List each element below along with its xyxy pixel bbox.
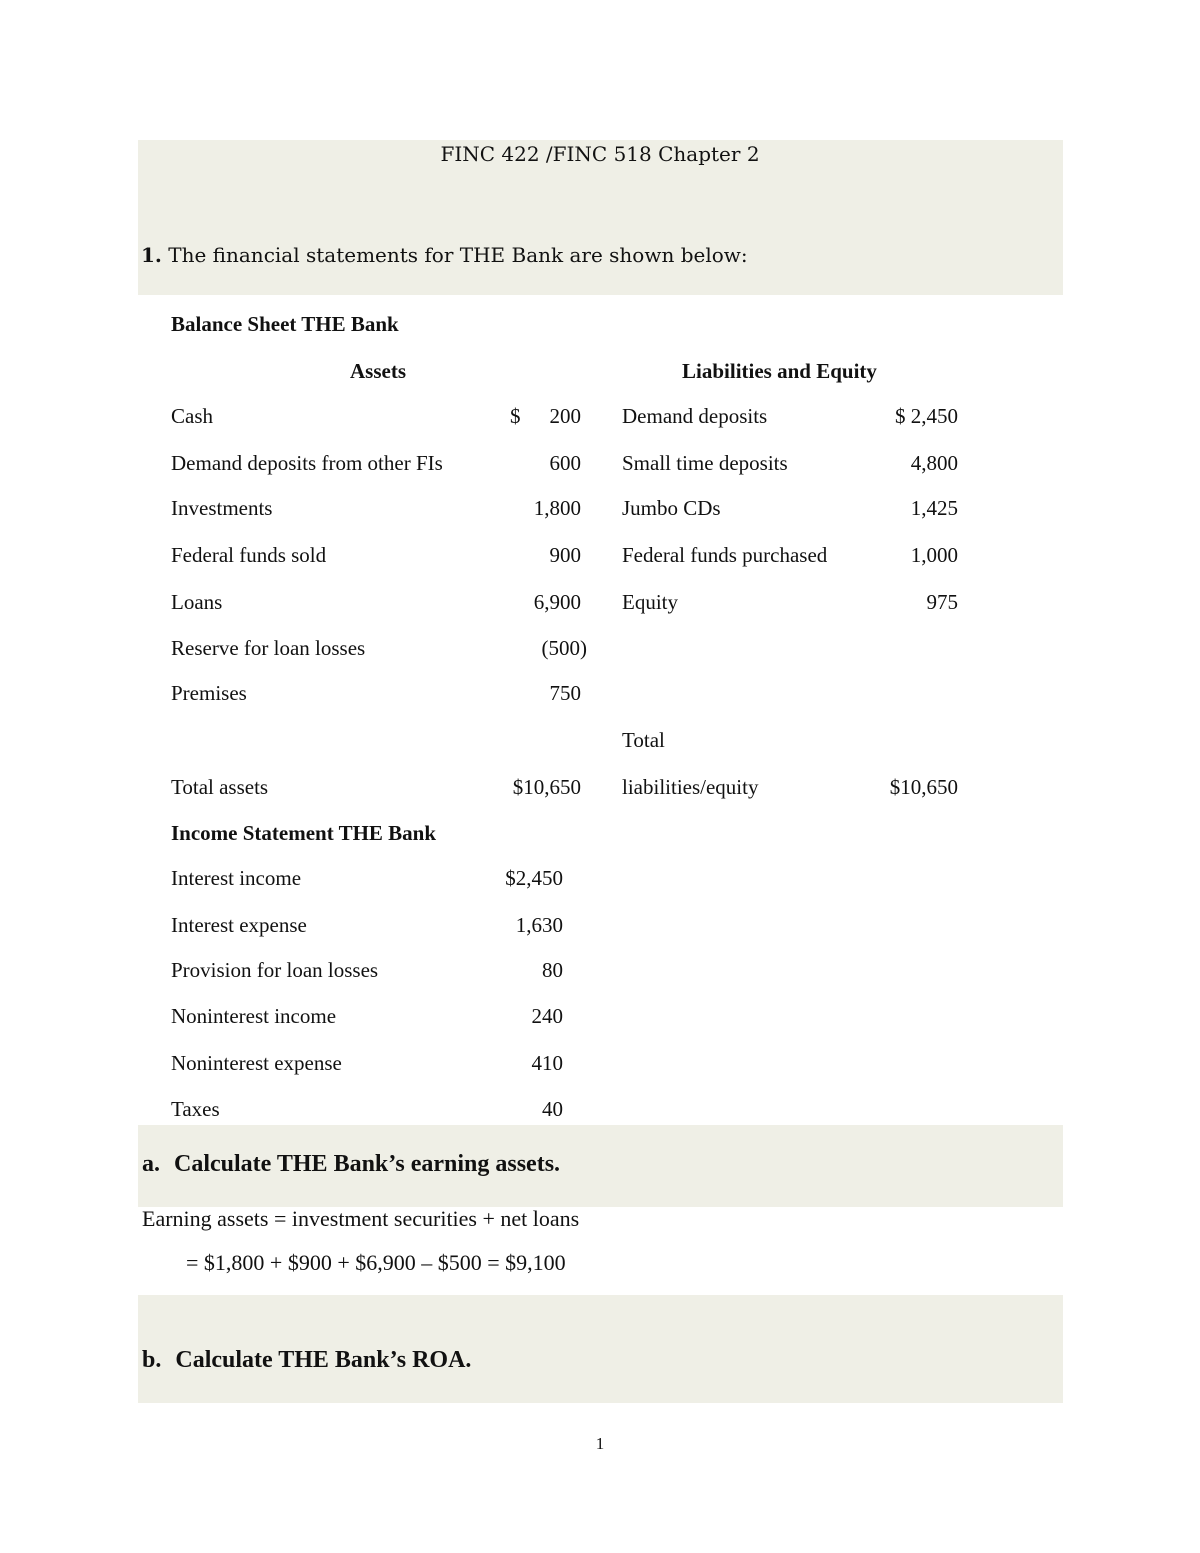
part-b-question [142,1347,471,1374]
liability-label: Jumbo CDs [622,496,721,520]
income-label: Interest income [171,866,302,890]
question-1 [141,243,748,267]
total-liabilities-value: $10,650 [889,775,958,799]
income-value: 40 [542,1097,563,1121]
income-value: 240 [531,1004,563,1028]
part-b-question-text: Calculate THE Bank’s ROA. [175,1347,472,1373]
asset-label: Demand deposits from other FIs [171,451,443,475]
income-value: 80 [542,958,563,982]
asset-value: 600 [549,451,581,475]
income-value: $2,450 [505,866,563,890]
part-b-label: b. [142,1347,162,1373]
asset-label: Federal funds sold [171,543,327,567]
liabilities-heading: Liabilities and Equity [682,359,877,383]
asset-value: 1,800 [533,496,581,520]
liability-label: Small time deposits [622,451,788,475]
part-a-answer-line2: = $1,800 + $900 + $6,900 – $500 = $9,100 [186,1250,566,1275]
total-assets-label: Total assets [171,775,269,799]
part-a-question-text: Calculate THE Bank’s earning assets. [174,1151,561,1177]
income-value: 1,630 [515,913,563,937]
income-label: Interest expense [171,913,307,937]
liability-value: 1,425 [910,496,958,520]
total-liabilities-label-line1: Total [622,728,665,752]
asset-label: Investments [171,496,273,520]
liability-value: 4,800 [910,451,958,475]
liability-label: Federal funds purchased [622,543,828,567]
total-liabilities-label-line2: liabilities/equity [622,775,759,799]
balance-sheet-title: Balance Sheet THE Bank [171,312,399,336]
question-number: 1. [141,243,162,267]
income-label: Provision for loan losses [171,958,379,982]
income-label: Noninterest expense [171,1051,342,1075]
asset-value: 750 [549,681,581,705]
asset-label: Reserve for loan losses [171,636,366,660]
page-number: 1 [595,1434,605,1453]
liability-value: 1,000 [910,543,958,567]
liability-value: $ 2,450 [895,404,958,428]
income-label: Noninterest income [171,1004,337,1028]
income-label: Taxes [171,1097,220,1121]
liability-label: Equity [622,590,678,614]
asset-value: 200 [549,404,581,428]
asset-value: (500) [541,636,587,660]
assets-heading: Assets [350,359,406,383]
liability-value: 975 [926,590,958,614]
part-a-label: a. [142,1151,160,1177]
asset-label: Cash [171,404,213,428]
part-a-answer-line1: Earning assets = investment securities + net loans [142,1206,580,1231]
total-assets-value: $10,650 [512,775,581,799]
asset-currency: $ [510,404,521,428]
income-statement-title: Income Statement THE Bank [171,821,437,845]
part-a-question [142,1151,560,1178]
asset-label: Loans [171,590,223,614]
income-value: 410 [531,1051,563,1075]
asset-value: 6,900 [533,590,581,614]
page-title: FINC 422 /FINC 518 Chapter 2 [440,142,760,166]
asset-label: Premises [171,681,247,705]
asset-value: 900 [549,543,581,567]
liability-label: Demand deposits [622,404,768,428]
question-text: The financial statements for THE Bank are shown below: [168,243,748,267]
